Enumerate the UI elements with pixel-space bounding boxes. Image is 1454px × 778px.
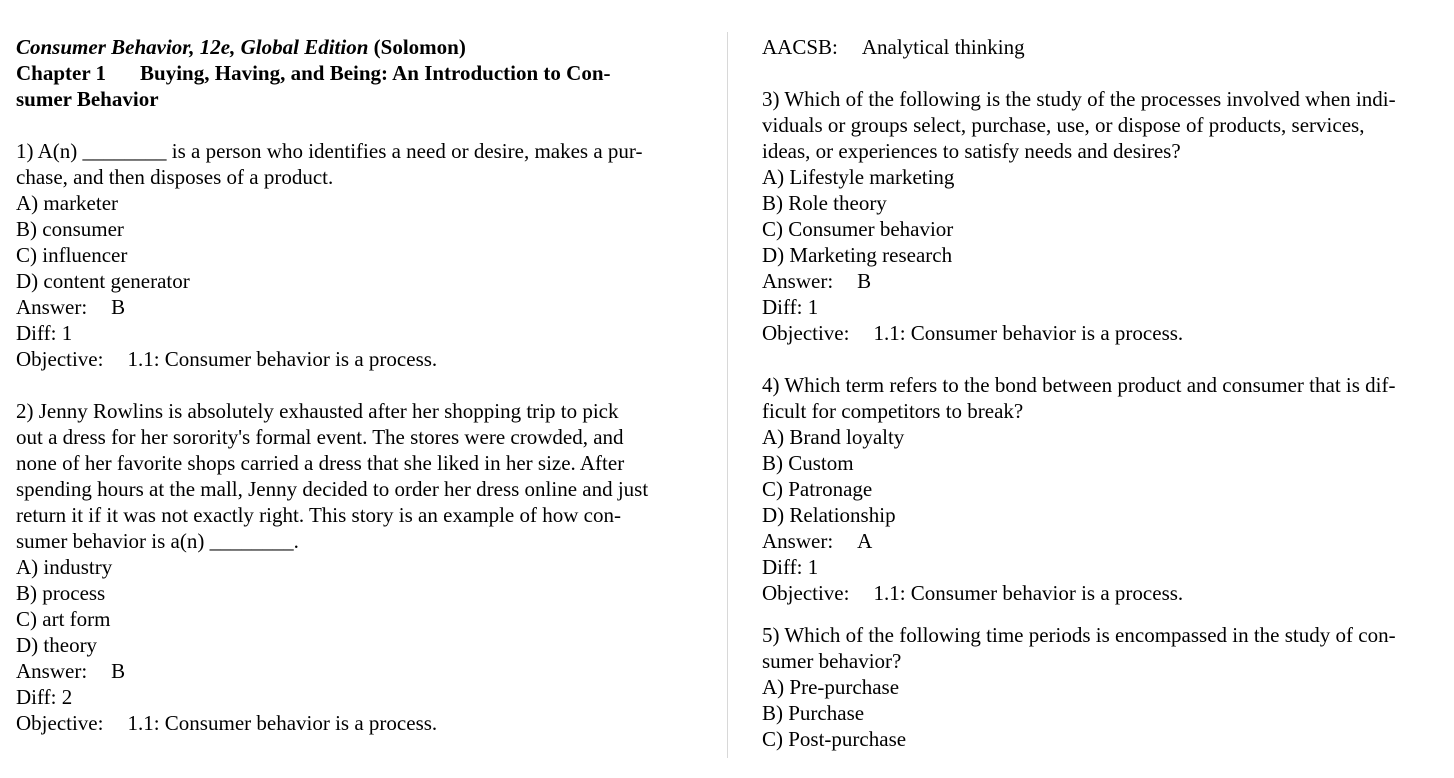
option-c: C) art form [16,607,111,631]
answer-line [762,268,1442,294]
left-column [16,34,706,736]
question-stem-line: spending hours at the mall, Jenny decided to order her dress online and just [16,477,649,501]
objective-value: 1.1: Consumer behavior is a process. [873,321,1184,345]
option-b: B) Role theory [762,191,887,215]
option-d: D) Marketing research [762,243,953,267]
right-column [762,34,1442,752]
option-b: B) Custom [762,451,854,475]
question-stem-line: viduals or groups select, purchase, use, or dispose of products, services, [762,113,1365,137]
chapter-title-line-2: sumer Behavior [16,87,159,111]
option-d: D) Relationship [762,503,896,527]
question-2 [16,398,706,736]
column-divider [727,32,728,758]
question-stem-line: 4) Which term refers to the bond between product and consumer that is dif- [762,373,1396,397]
question-stem-line: 5) Which of the following time periods is encompassed in the study of con- [762,623,1396,647]
answer-value: B [111,295,126,319]
option-b: B) consumer [16,217,124,241]
option-a: A) Brand loyalty [762,425,905,449]
objective-label: Objective: [16,711,104,735]
answer-line [762,528,1442,554]
answer-label: Answer: [762,529,834,553]
answer-value: B [857,269,872,293]
question-4 [762,372,1442,606]
question-stem-line: sumer behavior is a(n) ________. [16,529,299,553]
question-5 [762,622,1442,752]
question-stem-line: 3) Which of the following is the study of the processes involved when indi- [762,87,1396,111]
option-d: D) content generator [16,269,190,293]
objective-label: Objective: [762,321,850,345]
book-title-line [16,34,706,60]
question-stem-line: sumer behavior? [762,649,902,673]
answer-line [16,294,706,320]
option-c: C) influencer [16,243,128,267]
question-stem-line: none of her favorite shops carried a dress that she liked in her size. After [16,451,625,475]
aacsb-label: AACSB: [762,35,838,59]
option-b: B) Purchase [762,701,865,725]
option-a: A) Pre-purchase [762,675,900,699]
question-stem-line: ideas, or experiences to satisfy needs and desires? [762,139,1181,163]
question-stem-line: 2) Jenny Rowlins is absolutely exhausted after her shopping trip to pick [16,399,619,423]
option-b: B) process [16,581,106,605]
answer-label: Answer: [16,295,88,319]
book-author: (Solomon) [368,35,466,59]
objective-line [762,320,1442,346]
objective-line [762,580,1442,606]
difficulty: Diff: 1 [762,555,819,579]
objective-line [16,346,706,372]
answer-label: Answer: [762,269,834,293]
book-title: Consumer Behavior, 12e, Global Edition [16,35,369,59]
question-1 [16,138,706,372]
question-stem-line: ficult for competitors to break? [762,399,1024,423]
difficulty: Diff: 1 [762,295,819,319]
option-c: C) Consumer behavior [762,217,954,241]
chapter-heading [16,60,706,86]
objective-label: Objective: [16,347,104,371]
difficulty: Diff: 2 [16,685,73,709]
chapter-title-line-1: Buying, Having, and Being: An Introduction to Con- [140,61,611,85]
option-c: C) Post-purchase [762,727,907,751]
answer-line [16,658,706,684]
objective-line [16,710,706,736]
aacsb-value: Analytical thinking [861,35,1025,59]
option-a: A) Lifestyle marketing [762,165,955,189]
option-c: C) Patronage [762,477,873,501]
objective-value: 1.1: Consumer behavior is a process. [127,347,438,371]
option-a: A) marketer [16,191,119,215]
question-stem-line: 1) A(n) ________ is a person who identifies a need or desire, makes a pur- [16,139,643,163]
answer-value: A [857,529,873,553]
objective-value: 1.1: Consumer behavior is a process. [873,581,1184,605]
question-3 [762,86,1442,346]
option-d: D) theory [16,633,98,657]
aacsb-line [762,34,1442,60]
difficulty: Diff: 1 [16,321,73,345]
question-stem-line: out a dress for her sorority's formal event. The stores were crowded, and [16,425,624,449]
answer-label: Answer: [16,659,88,683]
option-a: A) industry [16,555,113,579]
question-stem-line: return it if it was not exactly right. This story is an example of how con- [16,503,621,527]
objective-label: Objective: [762,581,850,605]
chapter-label: Chapter 1 [16,61,107,85]
objective-value: 1.1: Consumer behavior is a process. [127,711,438,735]
question-stem-line: chase, and then disposes of a product. [16,165,334,189]
answer-value: B [111,659,126,683]
